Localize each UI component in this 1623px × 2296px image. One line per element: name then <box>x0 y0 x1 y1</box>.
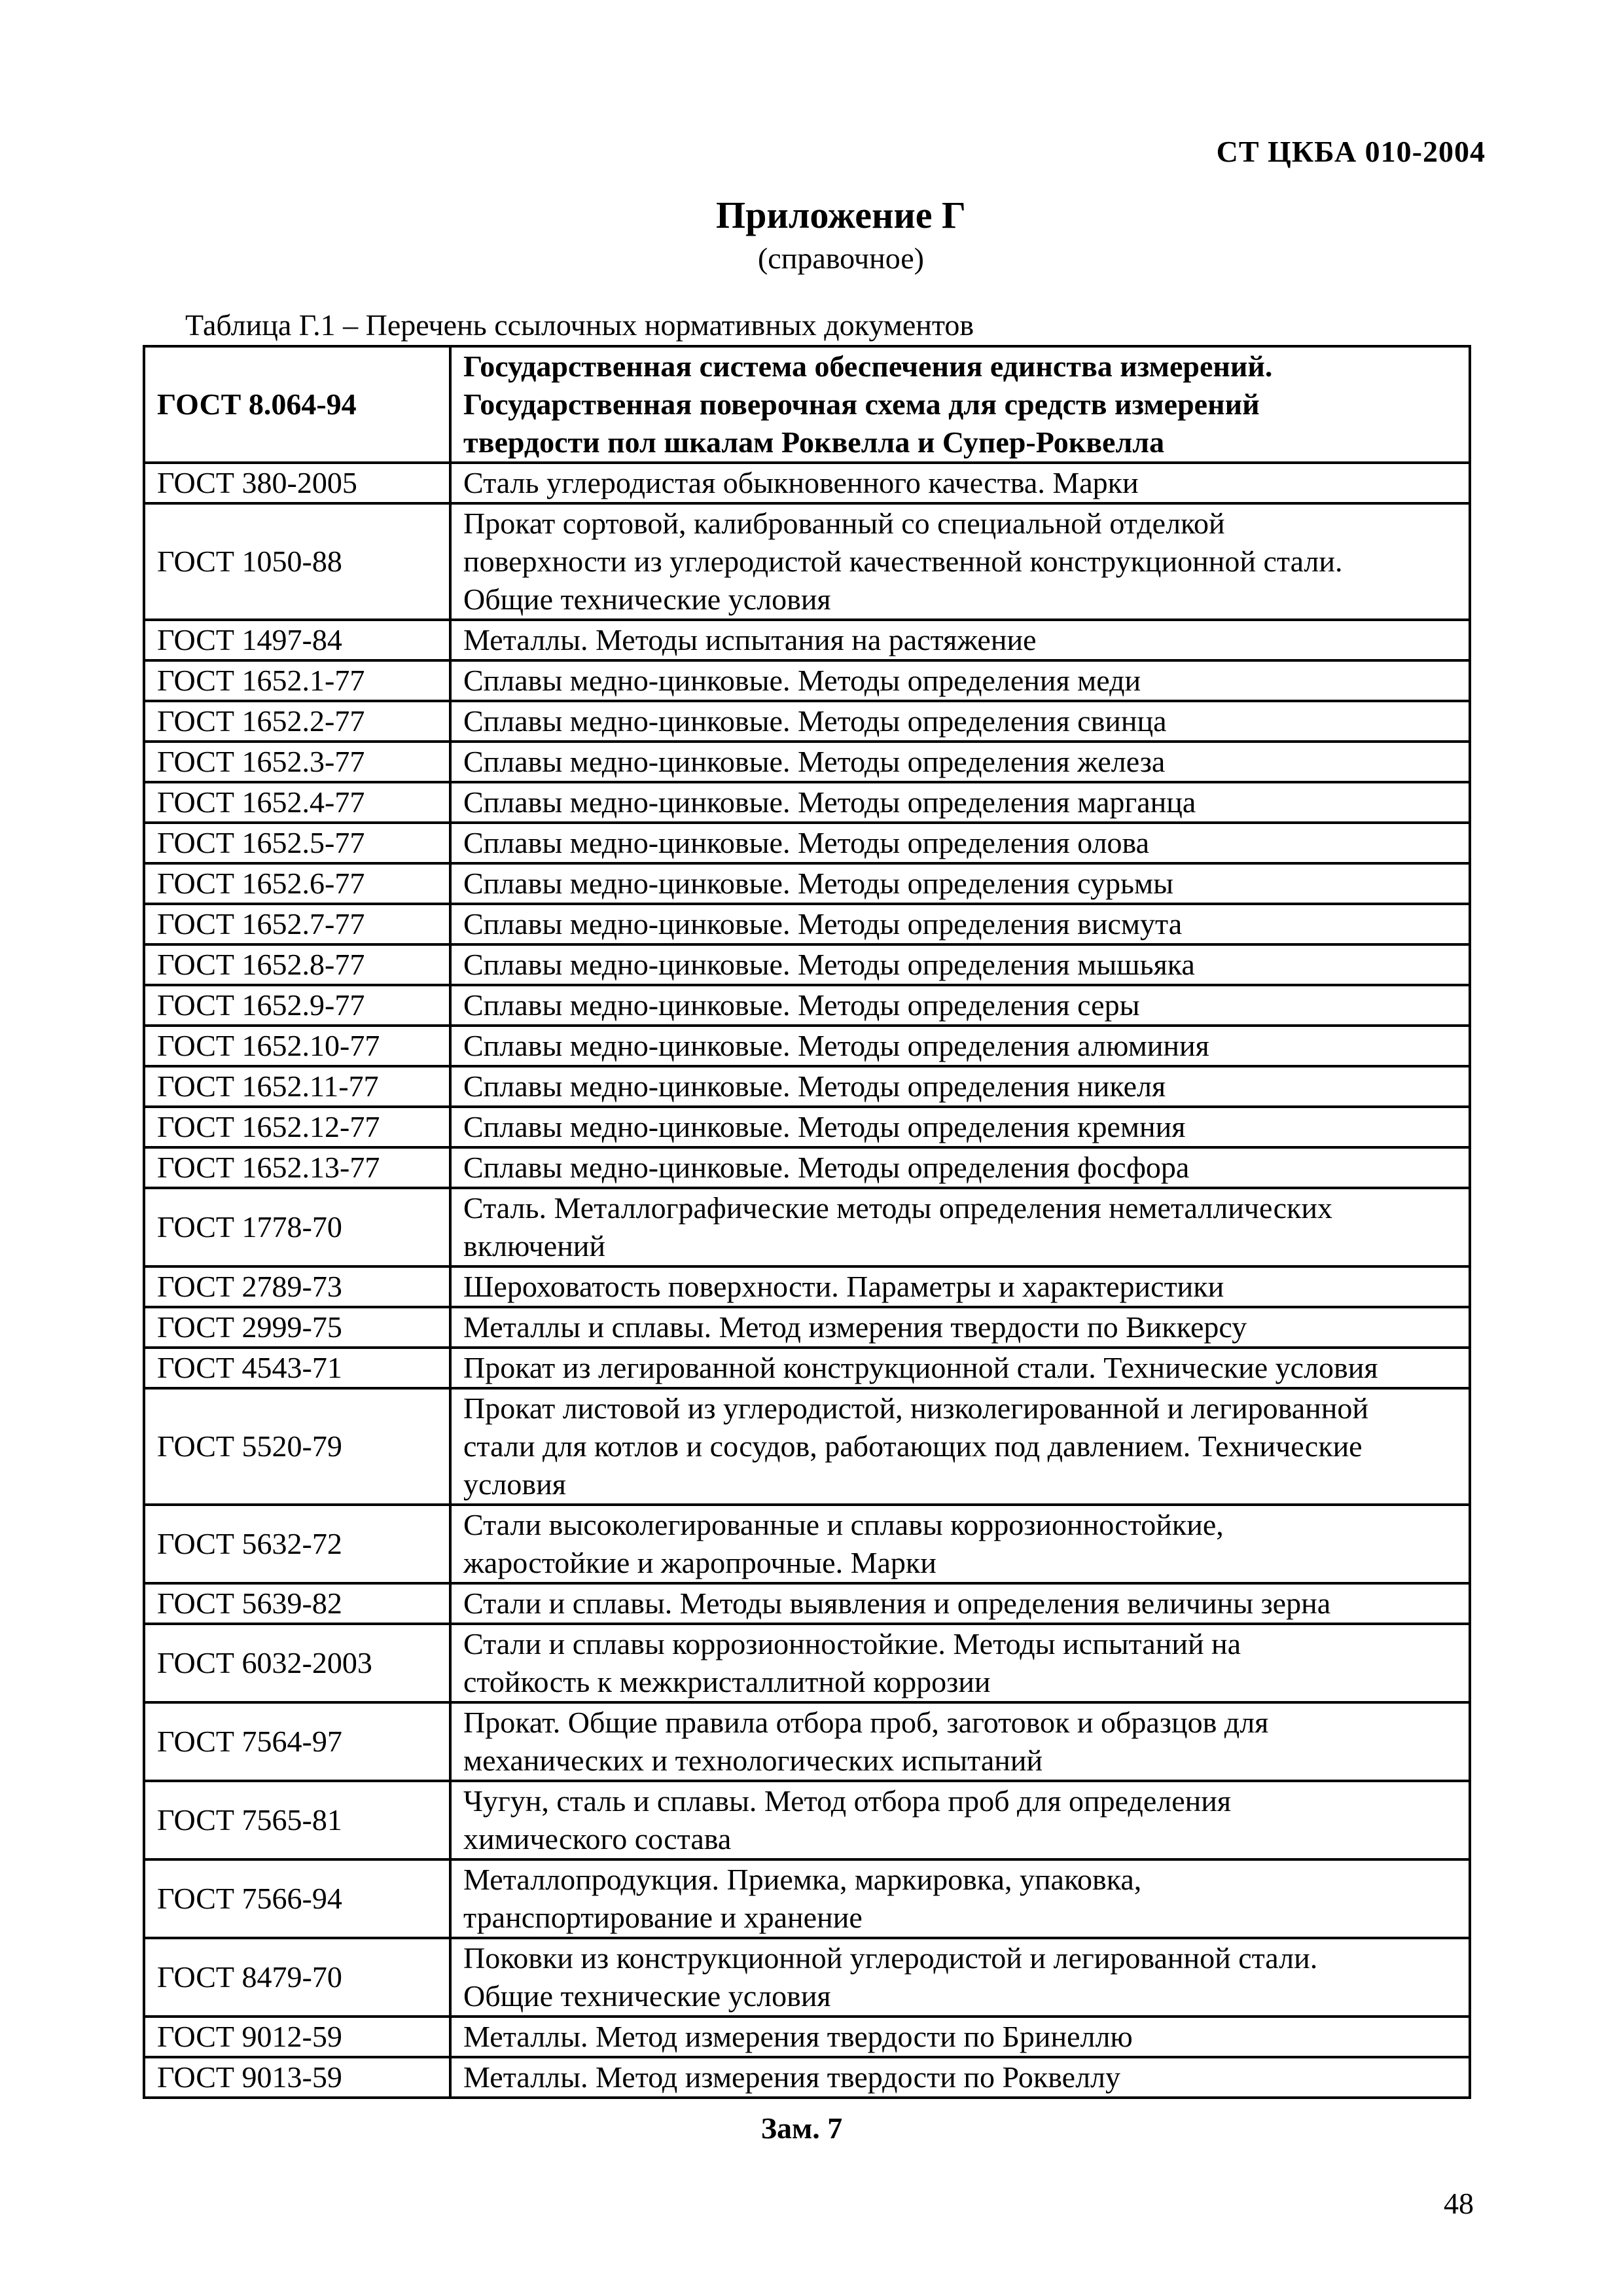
doc-title-cell <box>450 1702 1470 1781</box>
doc-title-line: Общие технические условия <box>463 583 831 616</box>
doc-title-cell <box>450 1307 1470 1348</box>
doc-code-cell: ГОСТ 8479-70 <box>144 1938 450 2017</box>
table-row <box>144 2017 1470 2057</box>
doc-title-line: Государственная система обеспечения единства измерений. <box>463 350 1273 383</box>
table-row <box>144 463 1470 503</box>
doc-code-cell: ГОСТ 7565-81 <box>144 1781 450 1859</box>
table-row <box>144 701 1470 742</box>
doc-title-cell <box>450 1066 1470 1107</box>
doc-title-line: Сплавы медно-цинковые. Методы определения фосфора <box>463 1151 1190 1184</box>
doc-code-cell: ГОСТ 8.064-94 <box>144 346 450 463</box>
table-row <box>144 1505 1470 1583</box>
doc-title-line: Металлы и сплавы. Метод измерения твердости по Виккерсу <box>463 1310 1247 1344</box>
doc-title-line: Общие технические условия <box>463 1979 831 2013</box>
doc-title-line: Прокат из легированной конструкционной стали. Технические условия <box>463 1351 1378 1384</box>
table-caption: Таблица Г.1 – Перечень ссылочных нормативных документов <box>185 308 974 342</box>
doc-title-line: химического состава <box>463 1822 732 1856</box>
doc-title-cell <box>450 985 1470 1026</box>
doc-title-line: Прокат. Общие правила отбора проб, заготовок и образцов для <box>463 1706 1269 1739</box>
doc-title-cell <box>450 1348 1470 1388</box>
appendix-title: Приложение Г <box>716 194 966 236</box>
doc-title-cell <box>450 660 1470 701</box>
doc-code-cell: ГОСТ 5639-82 <box>144 1583 450 1624</box>
doc-code-cell: ГОСТ 9012-59 <box>144 2017 450 2057</box>
doc-title-line: Сплавы медно-цинковые. Методы определения железа <box>463 745 1166 778</box>
doc-title-line: Прокат сортовой, калиброванный со специальной отделкой <box>463 507 1225 540</box>
doc-code-cell: ГОСТ 1652.13-77 <box>144 1147 450 1188</box>
doc-title-cell <box>450 742 1470 782</box>
doc-title-line: Сплавы медно-цинковые. Методы определения олова <box>463 826 1150 859</box>
doc-code-cell: ГОСТ 1652.1-77 <box>144 660 450 701</box>
table-row <box>144 1781 1470 1859</box>
doc-title-cell <box>450 1266 1470 1307</box>
table-row <box>144 904 1470 944</box>
doc-title-line: Сплавы медно-цинковые. Методы определения меди <box>463 664 1141 697</box>
table-row <box>144 660 1470 701</box>
doc-code-cell: ГОСТ 5520-79 <box>144 1388 450 1505</box>
doc-code-cell: ГОСТ 1652.11-77 <box>144 1066 450 1107</box>
table-row <box>144 503 1470 620</box>
doc-title-line: Поковки из конструкционной углеродистой и легированной стали. <box>463 1941 1318 1975</box>
doc-title-cell <box>450 782 1470 823</box>
doc-code-cell: ГОСТ 7566-94 <box>144 1859 450 1938</box>
doc-title-cell <box>450 944 1470 985</box>
doc-code-cell: ГОСТ 1652.8-77 <box>144 944 450 985</box>
table-row <box>144 1026 1470 1066</box>
doc-code-cell: ГОСТ 1652.5-77 <box>144 823 450 863</box>
doc-title-line: Чугун, сталь и сплавы. Метод отбора проб для определения <box>463 1784 1232 1818</box>
doc-code-cell: ГОСТ 2789-73 <box>144 1266 450 1307</box>
doc-title-cell <box>450 503 1470 620</box>
doc-code-cell: ГОСТ 1652.7-77 <box>144 904 450 944</box>
doc-code-cell: ГОСТ 9013-59 <box>144 2057 450 2098</box>
doc-title-cell <box>450 823 1470 863</box>
doc-code-cell: ГОСТ 1050-88 <box>144 503 450 620</box>
footer-note: Зам. 7 <box>760 2111 843 2145</box>
doc-title-line: Металлы. Метод измерения твердости по Роквеллу <box>463 2060 1121 2094</box>
doc-title-line: условия <box>463 1467 566 1501</box>
doc-title-line: Сплавы медно-цинковые. Методы определения алюминия <box>463 1029 1209 1062</box>
doc-title-line: Сплавы медно-цинковые. Методы определения никеля <box>463 1069 1166 1103</box>
doc-title-line: Металлопродукция. Приемка, маркировка, упаковка, <box>463 1863 1142 1896</box>
doc-code-cell: ГОСТ 380-2005 <box>144 463 450 503</box>
doc-title-cell <box>450 346 1470 463</box>
doc-title-line: твердости пол шкалам Роквелла и Супер-Роквелла <box>463 425 1165 459</box>
doc-code-cell: ГОСТ 1652.2-77 <box>144 701 450 742</box>
doc-title-line: жаростойкие и жаропрочные. Марки <box>463 1546 936 1579</box>
table-row <box>144 742 1470 782</box>
page-number: 48 <box>1444 2187 1474 2220</box>
doc-title-line: Сплавы медно-цинковые. Методы определения марганца <box>463 785 1196 819</box>
doc-title-cell <box>450 1107 1470 1147</box>
table-row <box>144 1702 1470 1781</box>
doc-title-line: Сплавы медно-цинковые. Методы определения серы <box>463 988 1140 1022</box>
doc-title-line: транспортирование и хранение <box>463 1901 863 1934</box>
table-row <box>144 1188 1470 1266</box>
table-row <box>144 1583 1470 1624</box>
doc-title-cell <box>450 904 1470 944</box>
table-row <box>144 2057 1470 2098</box>
doc-title-line: Сталь. Металлографические методы определения неметаллических <box>463 1191 1332 1225</box>
doc-code-cell: ГОСТ 1652.3-77 <box>144 742 450 782</box>
table-row <box>144 944 1470 985</box>
table-row <box>144 1307 1470 1348</box>
doc-title-cell <box>450 2057 1470 2098</box>
doc-title-cell <box>450 1505 1470 1583</box>
doc-title-line: Сплавы медно-цинковые. Методы определения кремния <box>463 1110 1186 1143</box>
table-row <box>144 1107 1470 1147</box>
header-doc-code: СТ ЦКБА 010-2004 <box>1216 135 1486 168</box>
doc-code-cell: ГОСТ 1497-84 <box>144 620 450 660</box>
doc-code-cell: ГОСТ 1652.9-77 <box>144 985 450 1026</box>
doc-title-line: Сталь углеродистая обыкновенного качества. Марки <box>463 466 1139 499</box>
doc-title-line: стали для котлов и сосудов, работающих под давлением. Технические <box>463 1429 1363 1463</box>
table-row <box>144 863 1470 904</box>
doc-code-cell: ГОСТ 6032-2003 <box>144 1624 450 1702</box>
table-row <box>144 1388 1470 1505</box>
doc-code-cell: ГОСТ 7564-97 <box>144 1702 450 1781</box>
table-row <box>144 782 1470 823</box>
table-row <box>144 620 1470 660</box>
table-row <box>144 823 1470 863</box>
doc-title-cell <box>450 1188 1470 1266</box>
doc-title-cell <box>450 1388 1470 1505</box>
doc-code-cell: ГОСТ 1778-70 <box>144 1188 450 1266</box>
appendix-subtitle: (справочное) <box>757 242 925 275</box>
reference-table <box>143 345 1471 2099</box>
table-row <box>144 1624 1470 1702</box>
table-row <box>144 346 1470 463</box>
table-row <box>144 1066 1470 1107</box>
doc-title-line: Металлы. Методы испытания на растяжение <box>463 623 1037 656</box>
reference-table-body <box>144 346 1470 2098</box>
doc-title-line: Стали высоколегированные и сплавы коррозионностойкие, <box>463 1508 1224 1541</box>
doc-code-cell: ГОСТ 1652.12-77 <box>144 1107 450 1147</box>
doc-title-line: стойкость к межкристаллитной коррозии <box>463 1665 991 1698</box>
doc-title-line: Шероховатость поверхности. Параметры и характеристики <box>463 1270 1224 1303</box>
table-row <box>144 1266 1470 1307</box>
doc-title-line: Государственная поверочная схема для средств измерений <box>463 387 1260 421</box>
table-row <box>144 985 1470 1026</box>
doc-title-cell <box>450 463 1470 503</box>
doc-title-cell <box>450 1781 1470 1859</box>
doc-code-cell: ГОСТ 1652.4-77 <box>144 782 450 823</box>
doc-title-cell <box>450 1583 1470 1624</box>
doc-code-cell: ГОСТ 1652.10-77 <box>144 1026 450 1066</box>
doc-title-line: Металлы. Метод измерения твердости по Бринеллю <box>463 2020 1133 2053</box>
table-row <box>144 1348 1470 1388</box>
doc-title-cell <box>450 863 1470 904</box>
doc-title-line: Прокат листовой из углеродистой, низколегированной и легированной <box>463 1391 1369 1425</box>
doc-title-cell <box>450 1624 1470 1702</box>
doc-title-cell <box>450 1859 1470 1938</box>
doc-title-line: Сплавы медно-цинковые. Методы определения висмута <box>463 907 1183 941</box>
doc-title-cell <box>450 701 1470 742</box>
doc-title-line: включений <box>463 1229 606 1263</box>
doc-title-line: Сплавы медно-цинковые. Методы определения сурьмы <box>463 867 1173 900</box>
doc-code-cell: ГОСТ 1652.6-77 <box>144 863 450 904</box>
doc-title-cell <box>450 2017 1470 2057</box>
doc-title-line: Стали и сплавы. Методы выявления и определения величины зерна <box>463 1587 1331 1620</box>
doc-title-cell <box>450 1938 1470 2017</box>
doc-title-cell <box>450 1026 1470 1066</box>
doc-title-line: механических и технологических испытаний <box>463 1744 1043 1777</box>
doc-title-line: поверхности из углеродистой качественной конструкционной стали. <box>463 545 1343 578</box>
doc-code-cell: ГОСТ 2999-75 <box>144 1307 450 1348</box>
table-row <box>144 1147 1470 1188</box>
doc-title-line: Сплавы медно-цинковые. Методы определения свинца <box>463 704 1167 738</box>
doc-title-cell <box>450 620 1470 660</box>
table-row <box>144 1859 1470 1938</box>
table-row <box>144 1938 1470 2017</box>
doc-code-cell: ГОСТ 4543-71 <box>144 1348 450 1388</box>
doc-title-line: Стали и сплавы коррозионностойкие. Методы испытаний на <box>463 1627 1241 1660</box>
doc-title-line: Сплавы медно-цинковые. Методы определения мышьяка <box>463 948 1195 981</box>
doc-code-cell: ГОСТ 5632-72 <box>144 1505 450 1583</box>
doc-title-cell <box>450 1147 1470 1188</box>
